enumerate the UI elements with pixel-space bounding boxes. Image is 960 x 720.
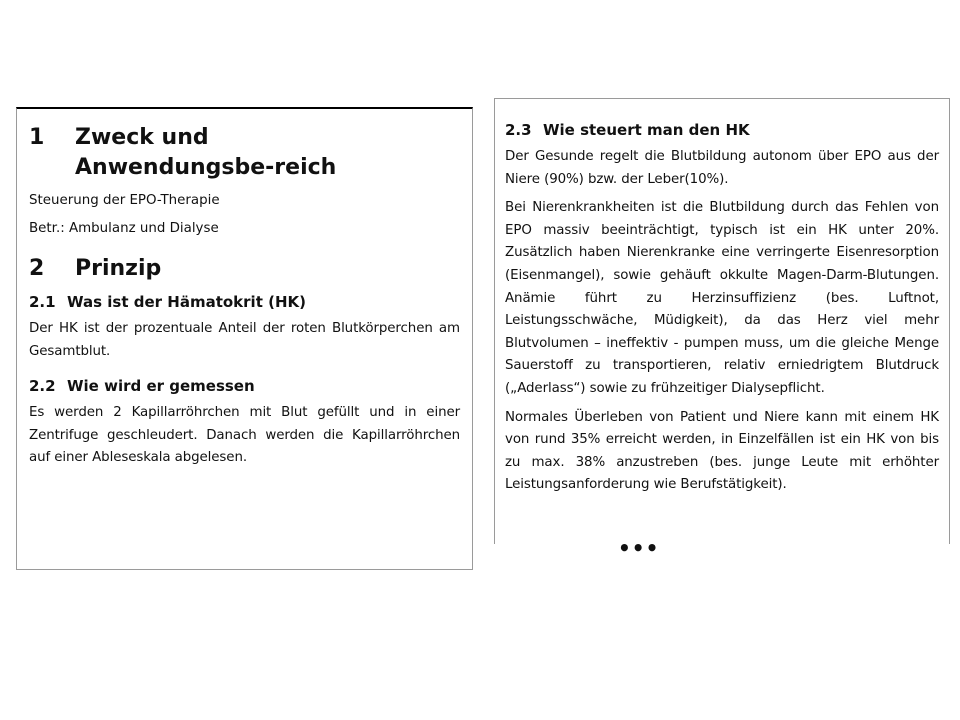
section-title: Prinzip [75,256,162,281]
right-document-page [494,98,950,544]
section-number: 2 [29,256,45,281]
paragraph-2-1: Der HK ist der prozentuale Anteil der roten Blutkörperchen am Gesamtblut. [29,321,460,359]
paragraph-2-2: Es werden 2 Kapillarröhrchen mit Blut gefüllt und in einer Zentrifuge geschleudert. Danach werden die Kapillarröhrchen auf einer Ableseskala abgelesen. [29,405,460,466]
paragraph-2-3-b: Bei Nierenkrankheiten ist die Blutbildung durch das Fehlen von EPO massiv beeinträchtigt, typisch ist ein HK unter 20%. Zusätzlich haben Nierenkranke eine verringerte Eisenresorption (Eisenmangel), sowie gehäuft okkulte Magen-Darm-Blutungen. Anämie führt zu Herzinsuffizienz (bes. Luftnot, Leistungsschwäche, Müdigkeit), da das Herz viel mehr Blutvolumen – ineffektiv - pumpen muss, um die gleiche Menge Sauerstoff zu transportieren, relativ erniedrigtem Blutdruck („Aderlass“) sowie zu frühzeitiger Dialysepflicht. [505,200,939,396]
scope-text: Betr.: Ambulanz und Dialyse [29,221,219,236]
subsection-number: 2.1 [29,293,56,311]
subsection-title: Was ist der Hämatokrit (HK) [67,293,306,311]
section-2-heading [29,254,460,284]
continuation-ellipsis: ••• [618,536,660,560]
section-number: 1 [29,125,45,150]
subsection-2-3-heading [505,119,939,141]
subsection-title: Wie steuert man den HK [543,121,750,139]
subsection-number: 2.3 [505,121,532,139]
purpose-text: Steuerung der EPO-Therapie [29,193,220,208]
subsection-2-2-heading [29,375,460,397]
section-1-heading [29,123,460,183]
left-document-page [16,107,473,570]
section-title: Zweck und Anwendungsbe-reich [75,125,337,180]
paragraph-2-3-a: Der Gesunde regelt die Blutbildung autonom über EPO aus der Niere (90%) bzw. der Leber(10%). [505,149,939,187]
subsection-2-1-heading [29,291,460,313]
paragraph-2-3-c: Normales Überleben von Patient und Niere kann mit einem HK von rund 35% erreicht werden, in Einzelfällen ist ein HK von bis zu max. 38% anzustreben (bes. junge Leute mit erhöhter Leistungsanforderung wie Berufstätigkeit). [505,409,939,493]
subsection-number: 2.2 [29,377,56,396]
subsection-title: Wie wird er gemessen [67,377,255,396]
